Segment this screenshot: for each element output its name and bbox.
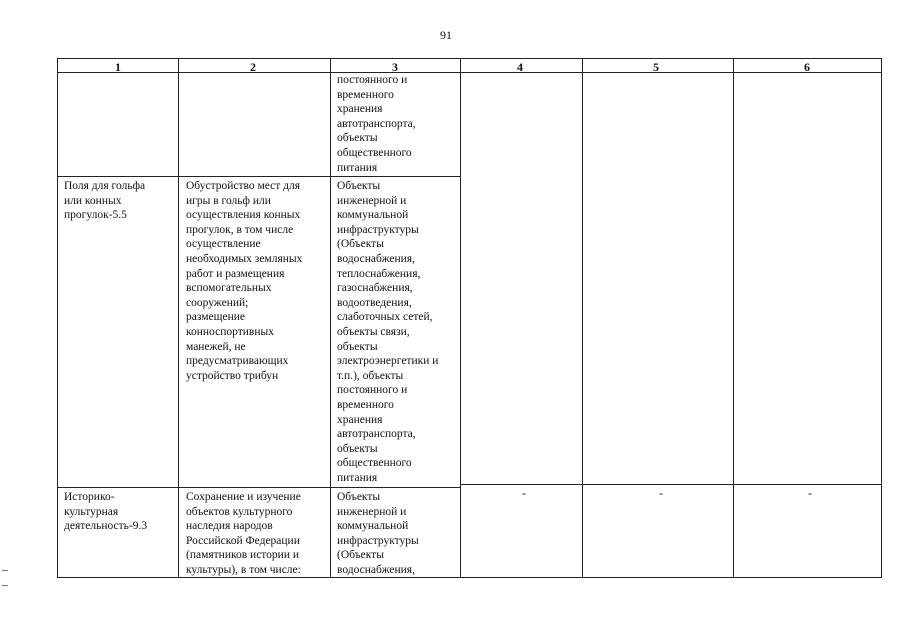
column-border	[57, 58, 58, 578]
column-border	[733, 58, 734, 578]
column-border	[178, 58, 179, 578]
row3-col4: -	[522, 486, 526, 500]
row1-col3: постоянного и временного хранения автотранспорта, объекты общественного питания	[337, 74, 416, 174]
header-cell-5: 5	[653, 60, 659, 74]
header-cell-1: 1	[115, 60, 121, 74]
column-border	[460, 58, 461, 578]
header-bottom-border	[57, 72, 881, 73]
row-divider	[57, 487, 460, 488]
row3-col1: Историко- культурная деятельность-9.3	[64, 491, 148, 533]
row3-col3: Объекты инженерной и коммунальной инфраструктуры (Объекты водоснабжения,	[337, 491, 419, 576]
header-cell-6: 6	[804, 60, 810, 74]
table-bottom-border	[57, 577, 881, 578]
row-divider	[57, 176, 460, 177]
column-border	[582, 58, 583, 578]
row3-col6: -	[808, 486, 812, 500]
column-border	[330, 58, 331, 578]
table-top-border	[57, 58, 881, 59]
header-cell-3: 3	[392, 60, 398, 74]
row3-col2: Сохранение и изучение объектов культурного наследия народов Российской Федерации (памятников истории и культуры), в том числе:	[186, 491, 301, 576]
row3-col5: -	[659, 486, 663, 500]
column-border	[881, 58, 882, 578]
row-divider	[460, 484, 881, 485]
row2-col1: Поля для гольфа или конных прогулок-5.5	[64, 180, 146, 222]
header-cell-4: 4	[517, 60, 523, 74]
header-cell-2: 2	[250, 60, 256, 74]
scan-edge-mark	[2, 570, 8, 586]
row2-col3: Объекты инженерной и коммунальной инфраструктуры (Объекты водоснабжения, теплоснабжения, газоснабжения, водоотведения, слаботочных сетей, объекты связи, объекты электроэнергетики и т.п.), объекты постоянного и временного хранения автотранспорта, объекты общественного питания	[337, 180, 439, 484]
row2-col2: Обустройство мест для игры в гольф или осуществления конных прогулок, в том числе осуществление необходимых земляных работ и размещения вспомогательных сооружений; размещение конноспортивных манежей, не предусматривающих устройство трибун	[186, 180, 303, 382]
page-number: 91	[440, 28, 452, 42]
